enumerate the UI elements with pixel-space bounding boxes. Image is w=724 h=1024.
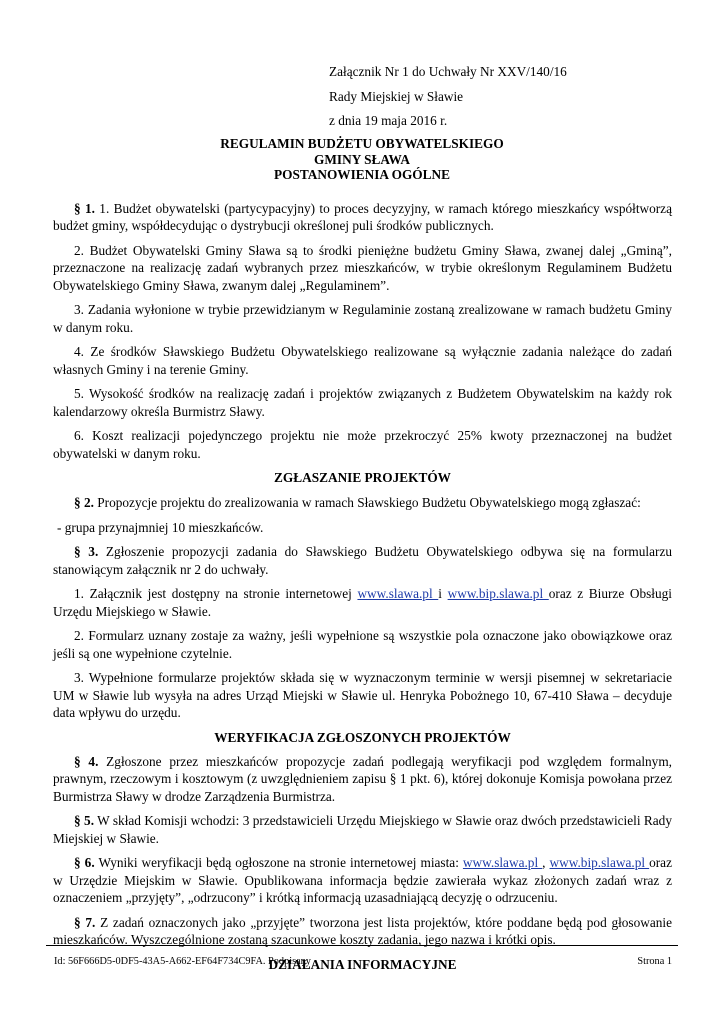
paragraph-s5 — [53, 812, 672, 847]
paragraph-text: Wyniki weryfikacji będą ogłoszone na stronie internetowej miasta: — [94, 855, 463, 871]
paragraph-s6 — [53, 854, 672, 906]
header-line-1: Załącznik Nr 1 do Uchwały Nr XXV/140/16 — [329, 64, 567, 79]
paragraph-s4 — [53, 753, 672, 805]
link-bip-slawa[interactable]: www.bip.slawa.pl — [447, 586, 549, 602]
title-line-2: GMINY SŁAWA — [314, 151, 410, 167]
link-slawa[interactable]: www.slawa.pl — [357, 586, 439, 602]
paragraph-text: , — [542, 855, 550, 871]
section-mark: § 6. — [74, 855, 95, 871]
document-id: Id: 56F666D5-0DF5-43A5-A662-EF64F734C9FA. Podpisany — [54, 956, 311, 967]
header-line-3: z dnia 19 maja 2016 r. — [329, 113, 448, 128]
paragraph-text: W skład Komisji wchodzi: 3 przedstawicieli Urzędu Miejskiego w Sławie oraz dwóch przedstawicieli Rady Miejskiej w Sławie. — [53, 813, 672, 846]
paragraph-s3-1 — [53, 585, 672, 620]
paragraph-s3-2: 2. Formularz uznany zostaje za ważny, jeśli wypełnione są wszystkie pola oznaczone jako obowiązkowe oraz jeśli są one wypełnione czytelnie. — [53, 628, 672, 661]
paragraph-text: Z zadań oznaczonych jako „przyjęte” tworzona jest lista projektów, które poddane będą pod głosowanie mieszkańców. Wyszczególnione zostaną szacunkowe koszty zadania, jego nazwa i krótki opis. — [53, 914, 673, 948]
paragraph-text: oraz z Biurze Obsługi Urzędu Miejskiego w Sławie. — [53, 586, 672, 619]
footer-divider — [46, 945, 678, 946]
title-line-3: POSTANOWIENIA OGÓLNE — [274, 167, 450, 182]
paragraph-s1-1 — [53, 200, 672, 235]
paragraph-text: Zgłoszone przez mieszkańców propozycje zadań podlegają weryfikacji pod względem formalnym, prawnym, rzeczowym i kosztowym (z uwzględnieniem zapisu § 1 pkt. 6), której dokonuje Komisja powołana przez Burmistrza Sławy w drodze Zarządzenia Burmistrza. — [53, 754, 673, 804]
paragraph-text: 1. Załącznik jest dostępny na stronie internetowej — [74, 586, 358, 602]
paragraph-text: oraz w Urzędzie Miejskim w Sławie. Opublikowana informacja będzie zawierała wykaz złożonych zadań wraz z oznaczeniem „przyjęty”, „odrzucony” i krótką informacją uzasadniającą decyzję o odrzuceniu. — [53, 855, 672, 906]
title-line-1: REGULAMIN BUDŻETU OBYWATELSKIEGO — [220, 136, 504, 151]
paragraph-s7 — [53, 914, 672, 949]
heading-zglaszanie: ZGŁASZANIE PROJEKTÓW — [274, 470, 451, 486]
section-mark: § 2. — [74, 494, 94, 510]
paragraph-s1-3: 3. Zadania wyłonione w trybie przewidzianym w Regulaminie zostaną zrealizowane w ramach budżetu Gminy w danym roku. — [53, 302, 672, 335]
link-slawa[interactable]: www.slawa.pl — [462, 855, 543, 871]
paragraph-s1-6: 6. Koszt realizacji pojedynczego projektu nie może przekroczyć 25% kwoty przeznaczonej na budżet obywatelski w danym roku. — [53, 428, 672, 461]
section-mark: § 3. — [74, 544, 99, 560]
paragraph-s2 — [53, 494, 672, 511]
section-mark: § 1. — [74, 201, 95, 216]
paragraph-s1-4: 4. Ze środków Sławskiego Budżetu Obywatelskiego realizowane są wyłącznie zadania należące do zadań własnych Gminy i na terenie Gminy. — [53, 344, 672, 377]
attachment-header — [329, 60, 567, 134]
section-mark: § 4. — [74, 754, 99, 770]
section-mark: § 5. — [74, 813, 95, 829]
paragraph-text: i — [438, 586, 448, 602]
paragraph-s3 — [53, 543, 672, 578]
paragraph-text: Propozycje projektu do zrealizowania w ramach Sławskiego Budżetu Obywatelskiego mogą zgłaszać: — [93, 494, 641, 510]
document-body — [53, 200, 672, 980]
link-bip-slawa[interactable]: www.bip.slawa.pl — [549, 855, 650, 871]
page-number: Strona 1 — [637, 956, 672, 967]
paragraph-text: Zgłoszenie propozycji zadania do Sławskiego Budżetu Obywatelskiego odbywa się na formularzu stanowiącym załącznik nr 2 do uchwały. — [53, 544, 673, 577]
heading-weryfikacja: WERYFIKACJA ZGŁOSZONYCH PROJEKTÓW — [214, 729, 511, 745]
heading-dzialania: DZIAŁANIA INFORMACYJNE — [268, 956, 457, 972]
paragraph-text: 1. Budżet obywatelski (partycypacyjny) to proces decyzyjny, w ramach którego mieszkańcy współtworzą budżet gminy, współdecydując o dystrybucji określonej puli środków publicznych. — [53, 201, 672, 234]
paragraph-s1-5: 5. Wysokość środków na realizację zadań i projektów związanych z Budżetem Obywatelskim na każdy rok kalendarzowy określa Burmistrz Sławy. — [53, 386, 672, 419]
paragraph-s1-2: 2. Budżet Obywatelski Gminy Sława są to środki pieniężne budżetu Gminy Sława, zwanej dalej „Gminą”, przeznaczone na realizację zadań wybranych przez mieszkańców, w trybie określonym Regulaminem Budżetu Obywatelskiego Gminy Sława, zwanym dalej „Regulaminem”. — [53, 242, 672, 293]
section-mark: § 7. — [74, 914, 96, 930]
paragraph-s3-3: 3. Wypełnione formularze projektów składa się w wyznaczonym terminie w wersji pisemnej w sekretariacie UM w Sławie lub wysyła na adres Urząd Miejski w Sławie ul. Henryka Pobożnego 10, 67-410 Sława – decyduje data wpływu do urzędu. — [53, 670, 672, 720]
header-line-2: Rady Miejskiej w Sławie — [329, 88, 464, 104]
document-title — [0, 136, 724, 183]
list-item-group: - grupa przynajmniej 10 mieszkańców. — [57, 519, 264, 535]
